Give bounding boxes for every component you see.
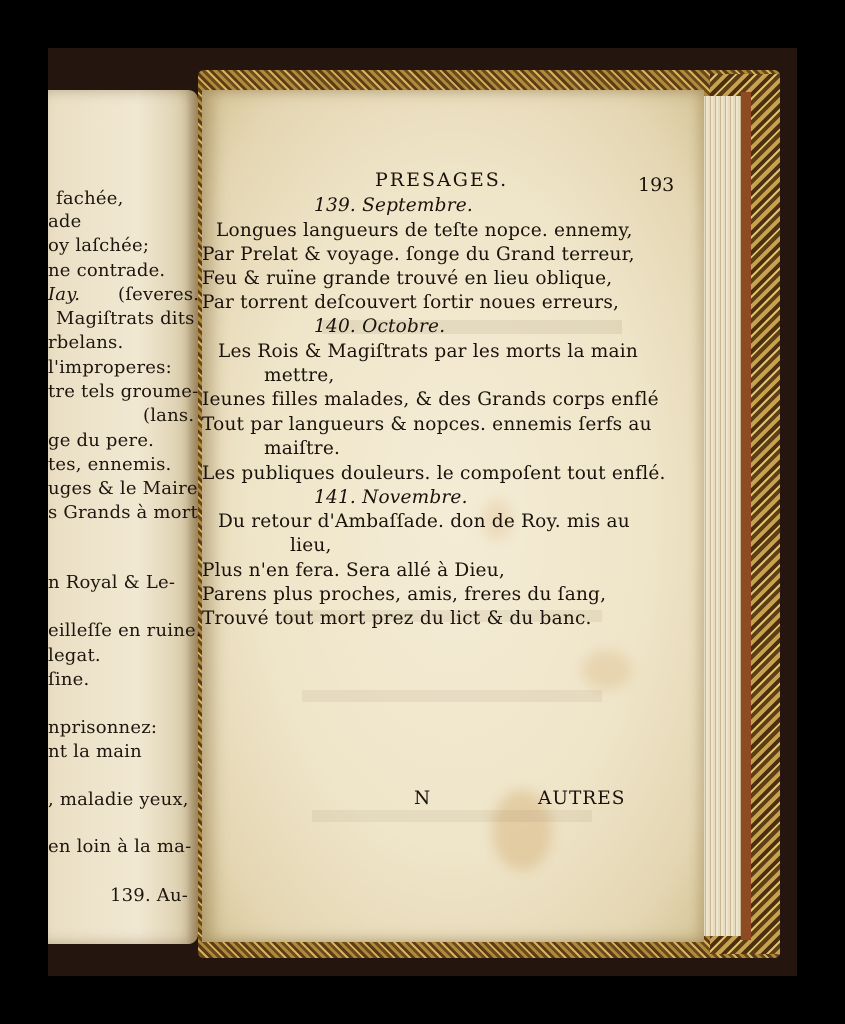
show-through-shadow [312,810,592,822]
verse-line: Trouvé tout mort prez du lict & du banc. [202,608,592,629]
left-line: eilleſſe en ruine. [48,620,202,641]
left-line: ne contrade. [48,260,166,281]
verse-line: Longues langueurs de teſte nopce. ennemy, [216,220,633,241]
left-line: ſine. [48,669,90,690]
verse-line: Feu & ruïne grande trouvé en lieu oblique, [202,268,613,289]
left-line: , maladie yeux, [48,789,189,810]
verse-line: Plus n'en fera. Sera allé à Dieu, [202,560,505,581]
book-scan [48,48,797,976]
verse-line: Les publiques douleurs. le compoſent tout enflé. [202,463,666,484]
left-line: fachée, [56,188,124,209]
left-line: 139. Au- [110,885,189,906]
left-line: n Royal & Le- [48,572,176,593]
left-line: tre tels groume- [48,381,199,402]
verse-line: Du retour d'Ambaſſade. don de Roy. mis au [218,511,630,532]
left-line: tes, ennemis. [48,454,172,475]
signature-mark: N [414,788,431,809]
catchword: AUTRES [538,788,626,809]
quatrain-heading: 139. Septembre. [314,195,473,216]
verse-line: Tout par langueurs & nopces. ennemis ſerfs au [202,414,652,435]
quatrain-heading: 140. Octobre. [314,316,446,337]
verse-line: mettre, [264,365,335,386]
binding-edge [741,92,751,940]
show-through-shadow [302,690,602,702]
page-number: 193 [638,174,675,196]
verse-line: Les Rois & Magiſtrats par les morts la main [218,341,639,362]
quatrain-heading: 141. Novembre. [314,487,468,508]
left-line: en loin à la ma- [48,836,192,857]
left-line: uges & le Maire [48,478,198,499]
left-line: ge du pere. [48,430,155,451]
left-line: (lans. [143,405,195,426]
left-line: Iay. [48,284,81,305]
left-line: nt la main [48,741,142,762]
left-line: Magiſtrats dits [56,308,195,329]
verse-line: Par torrent deſcouvert ſortir noues erreurs, [202,292,620,313]
left-line: nprisonnez: [48,717,158,738]
verse-line: Par Prelat & voyage. ſonge du Grand terreur, [202,244,635,265]
left-line: ade [48,211,82,232]
paper-stain [582,650,632,690]
left-line: oy laſchée; [48,235,150,256]
left-line: legat. [48,645,101,666]
left-line: (ſeveres. [118,284,200,305]
verse-line: lieu, [290,535,332,556]
page-fore-edge [703,96,745,936]
left-line: l'improperes: [48,357,172,378]
verse-line: Parens plus proches, amis, freres du ſang, [202,584,607,605]
right-page [202,90,704,942]
left-line: rbelans. [48,332,124,353]
verse-line: maiſtre. [264,438,341,459]
verse-line: Ieunes filles malades, & des Grands corps enflé [202,389,659,410]
left-line: s Grands à mort [48,502,198,523]
running-head: PRESAGES. [375,169,509,191]
left-page [48,90,202,944]
